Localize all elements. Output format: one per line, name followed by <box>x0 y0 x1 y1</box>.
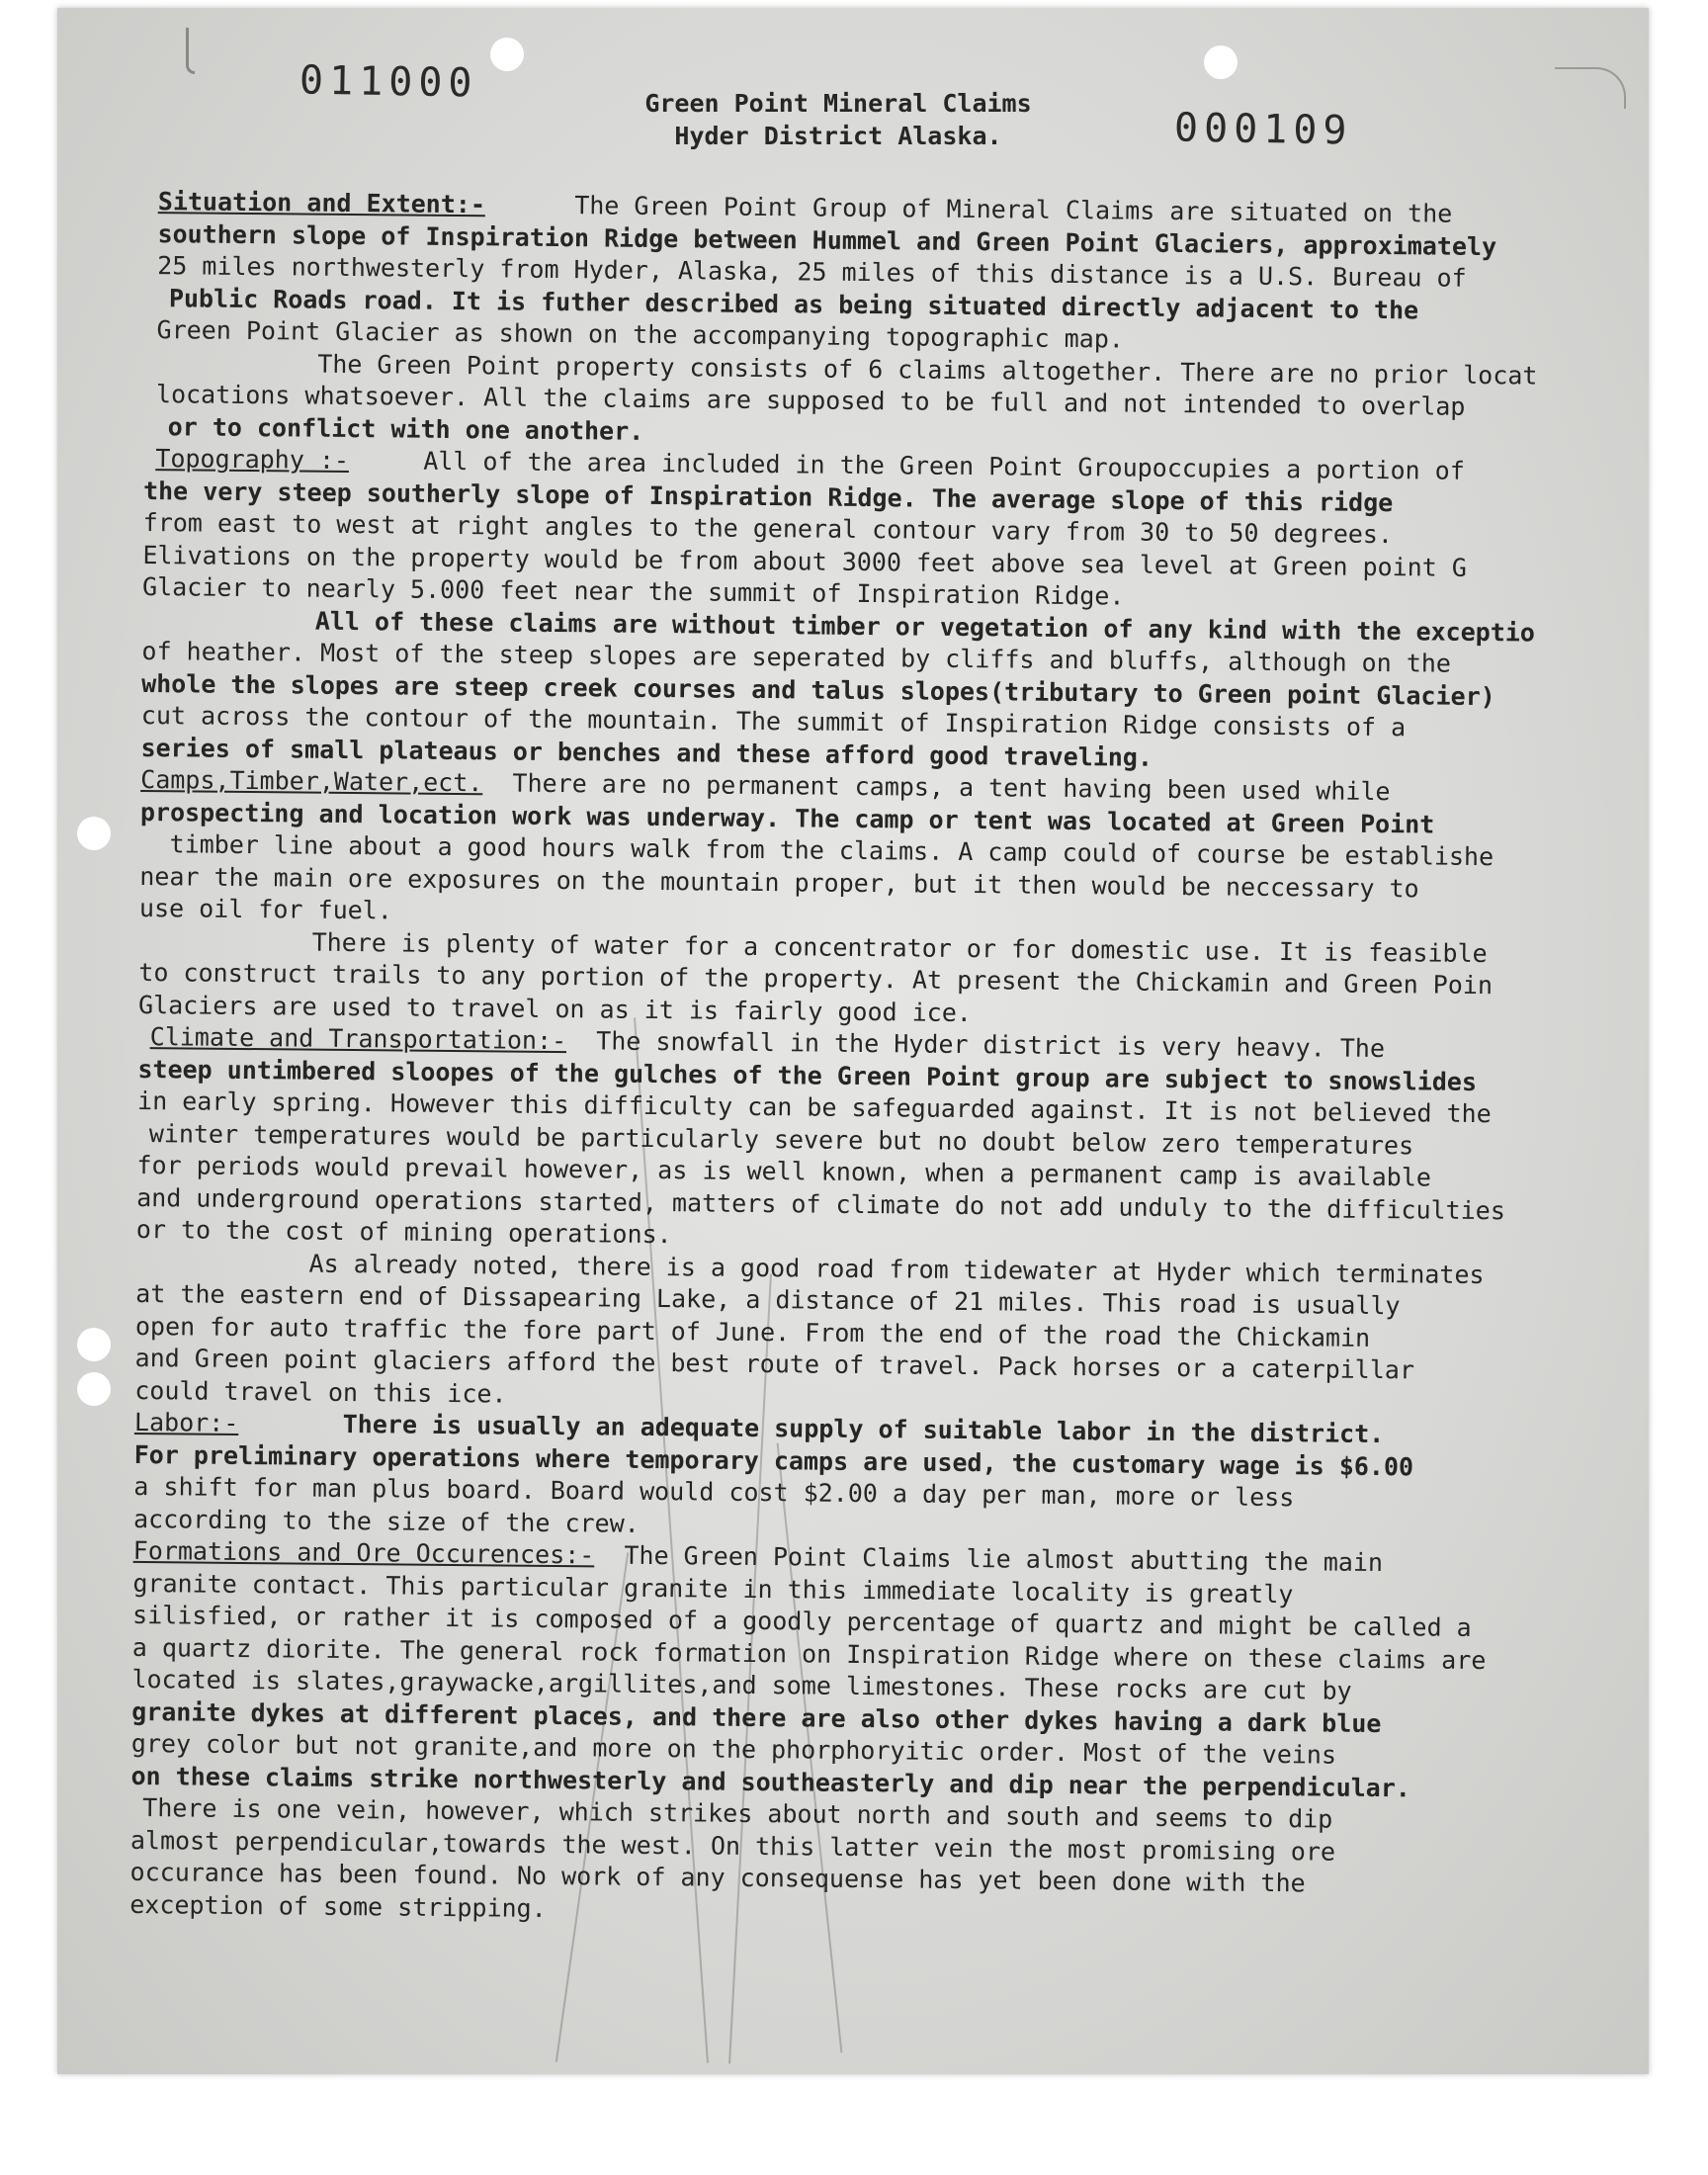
pencil-mark <box>186 28 195 74</box>
title-line: Green Point Mineral Claims <box>644 89 1032 118</box>
text-line: The snowfall in the Hyder district is very heavy. The <box>596 1026 1386 1064</box>
text-line: granite contact. This particular granite in this immediate locality is greatly <box>132 1568 1294 1609</box>
text-line: and Green point glaciers afford the best route of travel. Pack horses or a caterpillar <box>134 1343 1415 1385</box>
text-line: 25 miles northwesterly from Hyder, Alaska, 25 miles of this distance is a U.S. Bureau of <box>157 251 1467 293</box>
text-line: a shift for man plus board. Board would cost $2.00 a day per man, more or less <box>133 1471 1295 1513</box>
text-line: southern slope of Inspiration Ridge between Hummel and Green Point Glaciers, approximately <box>157 218 1497 261</box>
text-line: of heather. Most of the steep slopes are seperated by cliffs and bluffs, although on the <box>141 636 1452 678</box>
text-line: cut across the contour of the mountain. The summit of Inspiration Ridge consists of a <box>140 700 1407 742</box>
text-line: series of small plateaus or benches and these afford good traveling. <box>140 733 1153 772</box>
text-line: silisfied, or rather it is composed of a goodly percentage of quartz and might be called a <box>131 1600 1472 1642</box>
text-line: The Green Point Claims lie almost abutting the main <box>624 1540 1384 1578</box>
text-line: from east to west at right angles to the general contour vary from 30 to 50 degrees. <box>142 507 1394 550</box>
text-line: The Green Point property consists of 6 claims altogether. There are no prior locat <box>317 349 1538 391</box>
punch-hole <box>77 817 111 850</box>
section-heading: Formations and Ore Occurences:- <box>132 1535 595 1570</box>
text-line: use oil for fuel. <box>138 893 392 925</box>
text-line: a quartz diorite. The general rock formation on Inspiration Ridge where on these claims are <box>131 1632 1487 1675</box>
text-line: and underground operations started, matters of climate do not add unduly to the difficulties <box>136 1182 1505 1225</box>
text-line: located is slates,graywacke,argillites,and some limestones. These rocks are cut by <box>131 1664 1352 1705</box>
section-heading: Topography :- <box>155 444 350 475</box>
text-line: There is usually an adequate supply of suitable labor in the district. <box>342 1409 1385 1449</box>
section-heading: Camps,Timber,Water,ect. <box>140 764 483 798</box>
text-line: Green Point Glacier as shown on the accompanying topographic map. <box>156 315 1125 354</box>
text-line: for periods would prevail however, as is well known, when a permanent camp is available <box>136 1150 1432 1192</box>
document-number-stamp: 011000 <box>299 57 478 107</box>
text-line: in early spring. However this difficulty can be safeguarded against. It is not believed the <box>136 1086 1492 1129</box>
text-line: open for auto traffic the fore part of June. From the end of the road the Chickamin <box>134 1311 1371 1352</box>
text-line: to construct trails to any portion of the property. At present the Chickamin and Green Poin <box>138 957 1494 1000</box>
document-page <box>57 8 1649 2074</box>
text-line: The Green Point Group of Mineral Claims are situated on the <box>574 191 1453 228</box>
text-line: or to the cost of mining operations. <box>135 1214 672 1250</box>
text-line: steep untimbered sloopes of the gulches of the Green Point group are subject to snowslides <box>137 1054 1478 1096</box>
text-line: Glaciers are used to travel on as it is fairly good ice. <box>137 990 973 1027</box>
punch-hole <box>1204 45 1238 79</box>
text-line: granite dykes at different places, and there are also other dykes having a dark blue <box>131 1696 1382 1738</box>
text-line: There is one vein, however, which strikes about north and south and seems to dip <box>142 1793 1333 1834</box>
text-line: Elivations on the property would be from about 3000 feet above sea level at Green point G <box>142 540 1468 582</box>
text-line: For preliminary operations where temporary camps are used, the customary wage is $6.00 <box>133 1439 1414 1481</box>
section-heading: Labor:- <box>133 1407 239 1437</box>
text-line: whole the slopes are steep creek courses and talus slopes(tributary to Green point Glacier) <box>141 668 1495 711</box>
text-line: winter temperatures would be particularly severe but no doubt below zero temperatures <box>148 1118 1414 1160</box>
document-title <box>591 87 1085 152</box>
punch-hole <box>77 1372 111 1406</box>
text-line: grey color but not granite,and more on the phorphoryitic order. Most of the veins <box>130 1728 1337 1770</box>
text-line: locations whatsoever. All the claims are supposed to be full and not intended to overlap <box>155 380 1466 421</box>
title-subline: Hyder District Alaska. <box>674 122 1002 150</box>
section-heading: Climate and Transportation:- <box>149 1022 567 1056</box>
text-line: As already noted, there is a good road from tidewater at Hyder which terminates <box>308 1249 1485 1289</box>
punch-hole <box>490 38 524 71</box>
document-body <box>129 186 1649 1936</box>
text-line: prospecting and location work was underway. The camp or tent was located at Green Point <box>139 797 1435 839</box>
text-line: There is plenty of water for a concentrator or for domestic use. It is feasible <box>311 927 1488 968</box>
text-line: according to the size of the crew. <box>132 1504 640 1538</box>
text-line: or to conflict with one another. <box>167 411 644 446</box>
punch-hole <box>77 1328 111 1361</box>
scan-sheet <box>20 0 1690 2175</box>
text-line: on these claims strike northwesterly and southeasterly and dip near the perpendicular. <box>130 1761 1411 1802</box>
section-heading: Situation and Extent:- <box>157 187 486 219</box>
text-line: near the main ore exposures on the mountain proper, but it then would be neccessary to <box>139 861 1419 903</box>
text-line: at the eastern end of Dissapearing Lake, a distance of 21 miles. This road is usually <box>135 1278 1401 1321</box>
page-number-stamp: 000109 <box>1173 105 1353 154</box>
text-line: the very steep southerly slope of Inspiration Ridge. The average slope of this ridge <box>142 476 1394 517</box>
pencil-mark <box>1555 67 1626 109</box>
text-line: could travel on this ice. <box>134 1375 507 1409</box>
text-line: There are no permanent camps, a tent having been used while <box>512 768 1391 807</box>
text-line: almost perpendicular,towards the west. On this latter vein the most promising ore <box>129 1825 1336 1867</box>
text-line: timber line about a good hours walk from the claims. A camp could of course be establishe <box>169 829 1494 872</box>
text-line: All of these claims are without timber or vegetation of any kind with the exceptio <box>314 606 1536 648</box>
text-line: occurance has been found. No work of any consequense has yet been done with the <box>129 1857 1306 1898</box>
text-line: exception of some stripping. <box>129 1889 547 1923</box>
text-line: Glacier to nearly 5.000 feet near the summit of Inspiration Ridge. <box>141 571 1125 611</box>
text-line: All of the area included in the Green Point Groupoccupies a portion of <box>423 446 1465 485</box>
text-line: Public Roads road. It is futher described as being situated directly adjacent to the <box>168 283 1419 324</box>
